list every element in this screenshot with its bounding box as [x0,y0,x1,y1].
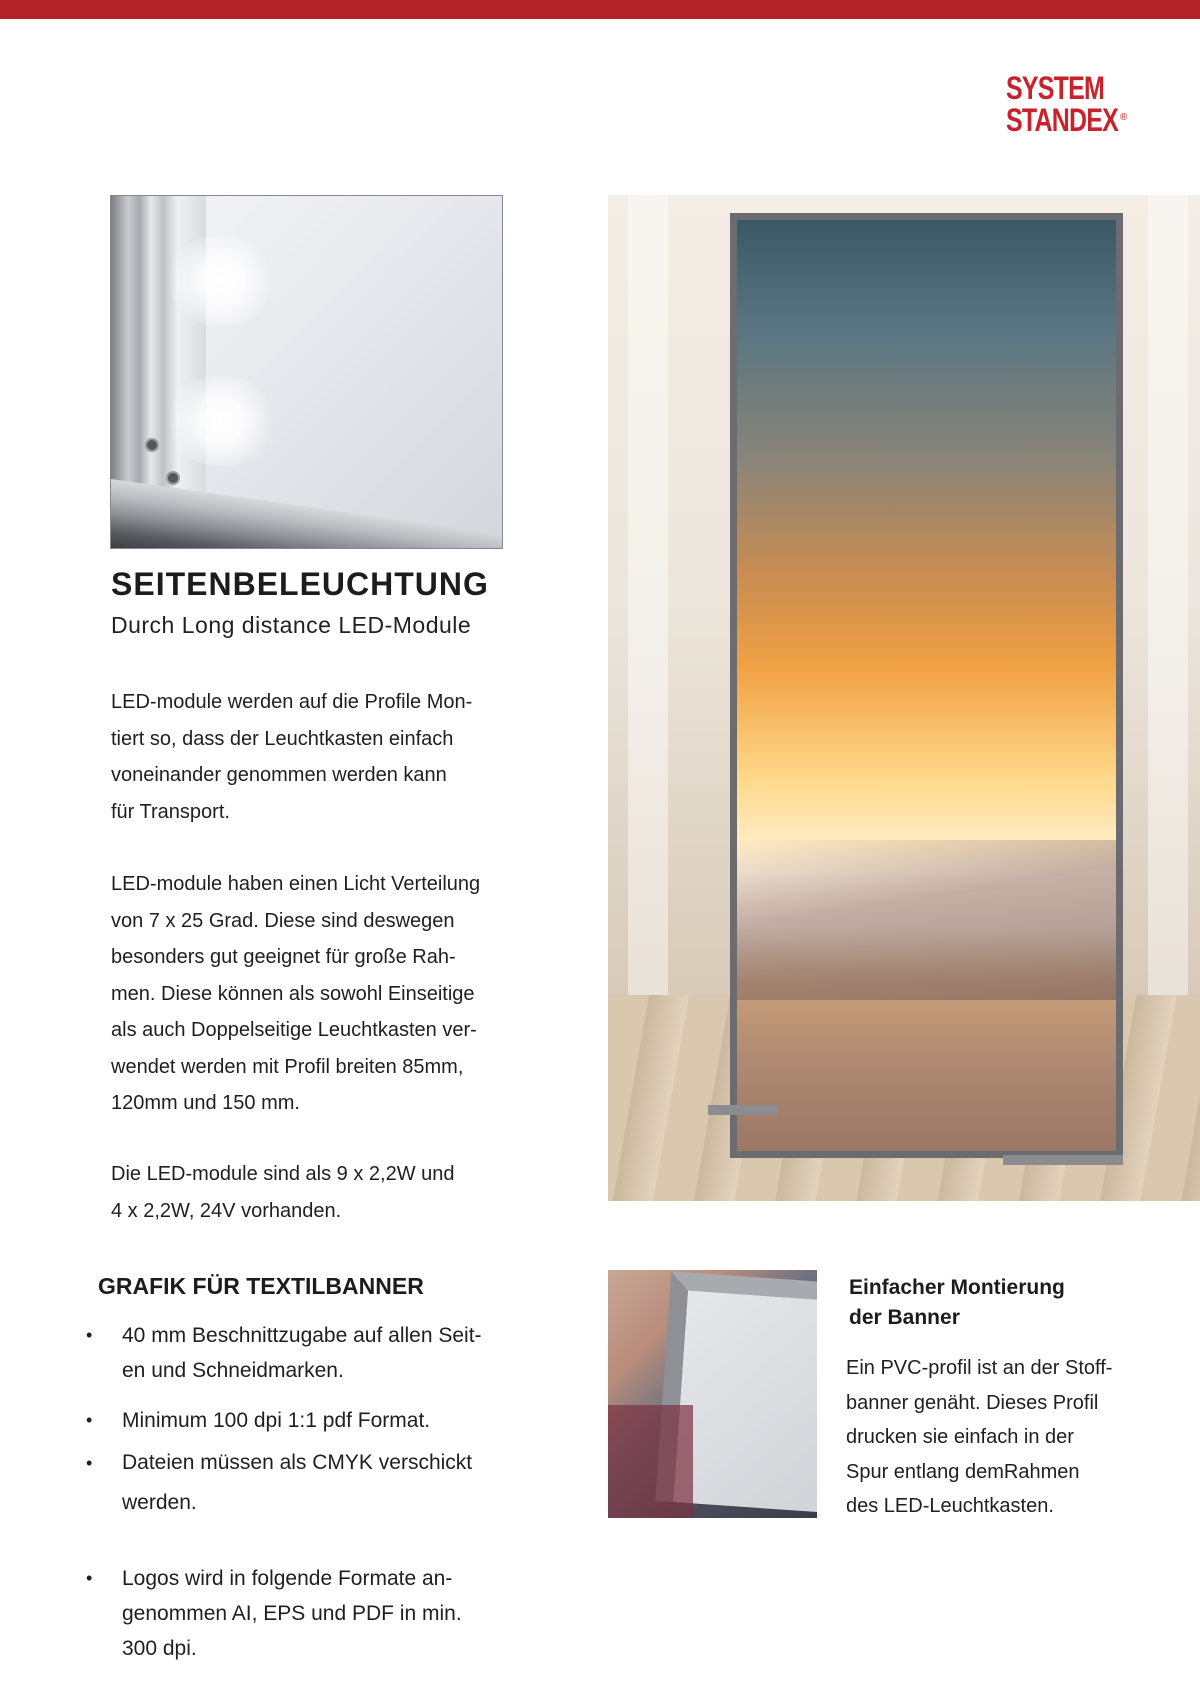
wall-column [1148,195,1188,995]
text-line: als auch Doppelseitige Leuchtkasten ver- [111,1019,477,1041]
screw-icon [166,471,180,485]
lightbox-foot-left [708,1105,778,1115]
section-subtitle: Durch Long distance LED-Module [111,612,472,638]
paragraph-2 [111,866,511,1122]
logo-line-1: SYSTEM [1006,70,1104,106]
text-line: 120mm und 150 mm. [111,1092,300,1114]
text-line: besonders gut geeignet für große Rah- [111,946,456,968]
wall-column [628,195,668,995]
title-line: Einfacher Montierung [849,1276,1065,1299]
text-line: Die LED-module sind als 9 x 2,2W und [111,1163,455,1185]
grafik-bullet-list [86,1318,516,1666]
text-line: Spur entlang demRahmen [846,1460,1080,1483]
list-item [86,1318,516,1388]
text-line: drucken sie einfach in der [846,1426,1074,1448]
lightbox-foot-right [1003,1155,1123,1165]
text-line: für Transport. [111,800,230,823]
montierung-paragraph [846,1351,1136,1524]
text-line: 4 x 2,2W, 24V vorhanden. [111,1199,342,1222]
paragraph-1 [111,684,511,830]
list-item [86,1443,516,1523]
section-title-seitenbeleuchtung: SEITENBELEUCHTUNG [111,566,489,602]
lightbox-photo [608,195,1200,1201]
profile-frame-horizontal [111,479,502,549]
led-glow-lower [161,376,281,466]
section-title-montierung [849,1273,1149,1333]
bullet-icon: • [86,1410,93,1430]
title-line: der Banner [849,1306,960,1329]
text-line: banner genäht. Dieses Profil [846,1391,1099,1414]
list-item [86,1561,516,1666]
led-module-photo [110,195,503,549]
text-line: en und Schneidmarken. [122,1359,344,1382]
text-line: LED-module haben einen Licht Verteilung [111,873,481,895]
text-line: wendet werden mit Profil breiten 85mm, [111,1055,464,1078]
text-line: men. Diese können als sowohl Einseitige [111,982,475,1005]
screw-icon [145,438,159,452]
brand-logo [1006,72,1126,136]
top-accent-bar [0,0,1200,19]
bullet-icon: • [86,1325,93,1345]
text-line: 40 mm Beschnittzugabe auf allen Seit- [122,1324,482,1347]
text-line: von 7 x 25 Grad. Diese sind deswegen [111,909,455,932]
text-line: tiert so, dass der Leuchtkasten einfach [111,727,454,750]
bullet-icon: • [86,1453,93,1473]
panel-hills [737,840,1116,1000]
banner-mounting-photo [608,1270,817,1518]
text-line: genommen AI, EPS und PDF in min. [122,1602,462,1625]
text-line: Dateien müssen als CMYK verschickt [122,1451,473,1474]
logo-registered-mark: ® [1120,112,1128,123]
text-line: des LED-Leuchtkasten. [846,1495,1054,1517]
led-glow-upper [161,236,281,326]
text-line: Ein PVC-profil ist an der Stoff- [846,1357,1113,1379]
text-line: werden. [122,1491,197,1514]
text-line: Logos wird in folgende Formate an- [122,1567,453,1590]
banner-print [608,1405,693,1518]
text-line: 300 dpi. [122,1637,197,1660]
list-item [86,1403,516,1438]
text-line: voneinander genommen werden kann [111,764,447,786]
paragraph-3 [111,1156,511,1229]
bullet-icon: • [86,1568,93,1588]
text-line: Minimum 100 dpi 1:1 pdf Format. [122,1409,431,1432]
text-line: LED-module werden auf die Profile Mon- [111,691,473,713]
logo-line-2: STANDEX [1006,102,1118,138]
section-title-grafik: GRAFIK FÜR TEXTILBANNER [98,1273,424,1299]
lightbox-panel [730,213,1123,1158]
